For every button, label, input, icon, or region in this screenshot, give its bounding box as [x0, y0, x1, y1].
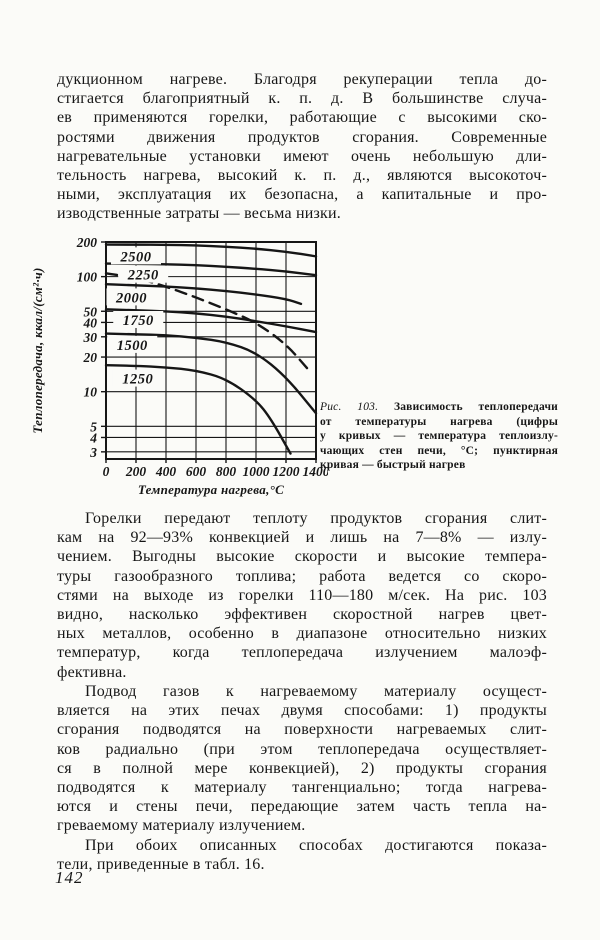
- y-tick-label: 3: [90, 444, 97, 460]
- text-line: ев применяются горелки, работающие с высокими ско-: [57, 109, 547, 127]
- caption-line: от температуры нагрева (цифры: [320, 415, 558, 428]
- text-line: нагревательные установки имеют очень небольшую дли-: [57, 147, 547, 165]
- text-line: туры газообразного топлива; работа ведется со скоро-: [57, 567, 547, 585]
- y-tick-label: 10: [83, 384, 97, 400]
- text-line: тельность нагрева, высокий к. п. д., являются высокоточ-: [57, 167, 547, 185]
- text-line: температур, когда теплопередача излучением малоэф-: [57, 644, 547, 662]
- text-line: греваемому материалу излучением.: [57, 817, 306, 835]
- curve-label: 1250: [122, 371, 154, 388]
- text-line: стигается благоприятный к. п. д. В большинстве случа-: [57, 90, 547, 108]
- x-tick-label: 600: [185, 464, 207, 479]
- caption-line: кривая — быстрый нагрев: [320, 459, 466, 472]
- x-tick-label: 1000: [242, 464, 270, 479]
- x-tick-label: 800: [215, 464, 237, 479]
- text-line: ются и стены печи, передающие затем часть тепла на-: [57, 798, 547, 816]
- caption-line: чающих стен печи, °С; пунктирная: [320, 444, 558, 457]
- paragraph-3: [57, 682, 547, 836]
- text-line: изводственные затраты — весьма низки.: [57, 205, 341, 223]
- x-tick-label: 1400: [302, 464, 328, 479]
- y-tick-label: 20: [83, 350, 97, 366]
- text-line: сгорания подводятся на поверхности нагреваемых слит-: [57, 721, 547, 739]
- heat-transfer-chart: [28, 234, 328, 500]
- x-tick-label: 200: [125, 464, 147, 479]
- y-tick-label: 5: [90, 419, 97, 435]
- y-tick-label: 30: [83, 329, 97, 345]
- text-line: тели, приведенные в табл. 16.: [57, 856, 265, 874]
- curve-label: 2500: [120, 249, 152, 266]
- text-line: ся в полной мере конвекцией), 2) продукты сгорания: [57, 759, 547, 777]
- text-line: ков радиально (при этом теплопередача осуществляет-: [57, 740, 547, 758]
- text-line: ными, эксплуатация их безопасна, а капитальные и про-: [57, 186, 547, 204]
- text-line: При обоих описанных способах достигаются показа-: [85, 837, 547, 854]
- figure-ref: Рис. 103.: [320, 401, 379, 413]
- text-line: Подвод газов к нагреваемому материалу осущест-: [85, 683, 547, 700]
- text-line: ных металлов, особенно в диапазоне относительно низких: [57, 625, 547, 643]
- text-line: подводятся к материалу тангенциально; тогда нагрева-: [57, 779, 547, 797]
- text-line: ростями движения продуктов сгорания. Современные: [57, 128, 547, 146]
- figure-103-caption: [320, 400, 558, 473]
- y-axis-title: Теплопередача, ккал/(см²·ч): [30, 267, 45, 434]
- caption-line: [320, 400, 558, 415]
- curve-label: 1750: [122, 312, 154, 329]
- x-tick-label: 1200: [272, 464, 300, 479]
- x-tick-label: 400: [155, 464, 177, 479]
- text-line: стями на выходе из горелки 110—180 м/сек. На рис. 103: [57, 586, 547, 604]
- text-line: видно, насколько эффективен скоростной нагрев цвет-: [57, 606, 547, 624]
- curve-label: 2250: [127, 267, 159, 284]
- x-tick-label: 0: [102, 464, 110, 479]
- paragraph-2: [57, 509, 547, 682]
- paragraph-4: [57, 836, 547, 874]
- figure-103-chart: [28, 234, 328, 500]
- caption-text: Зависимость теплопередачи: [378, 401, 559, 413]
- page-number: 142: [55, 868, 84, 887]
- text-line: вляется на этих печах двумя способами: 1) продукты: [57, 702, 547, 720]
- y-tick-label: 4: [90, 430, 97, 446]
- x-axis-title: Температура нагрева,°С: [137, 482, 285, 497]
- text-line: Горелки передают теплоту продуктов сгорания слит-: [85, 510, 547, 527]
- curve-label: 1500: [116, 337, 148, 354]
- caption-line: у кривых — температура теплоизлу-: [320, 430, 558, 443]
- y-tick-label: 40: [83, 315, 97, 331]
- y-tick-label: 50: [83, 304, 97, 320]
- y-tick-label: 200: [76, 235, 97, 250]
- curve-label: 2000: [116, 290, 147, 307]
- text-line: фективна.: [57, 663, 127, 681]
- y-tick-label: 100: [76, 269, 97, 285]
- text-line: дукционном нагреве. Благодря рекуперации тепла до-: [57, 71, 547, 88]
- text-line: чением. Выгодны высокие скорости и высокие темпера-: [57, 548, 547, 566]
- paragraph-1: [57, 70, 547, 224]
- text-line: кам на 92—93% конвекцией и лишь на 7—8% — излу-: [57, 529, 547, 547]
- figure-103: [0, 234, 600, 504]
